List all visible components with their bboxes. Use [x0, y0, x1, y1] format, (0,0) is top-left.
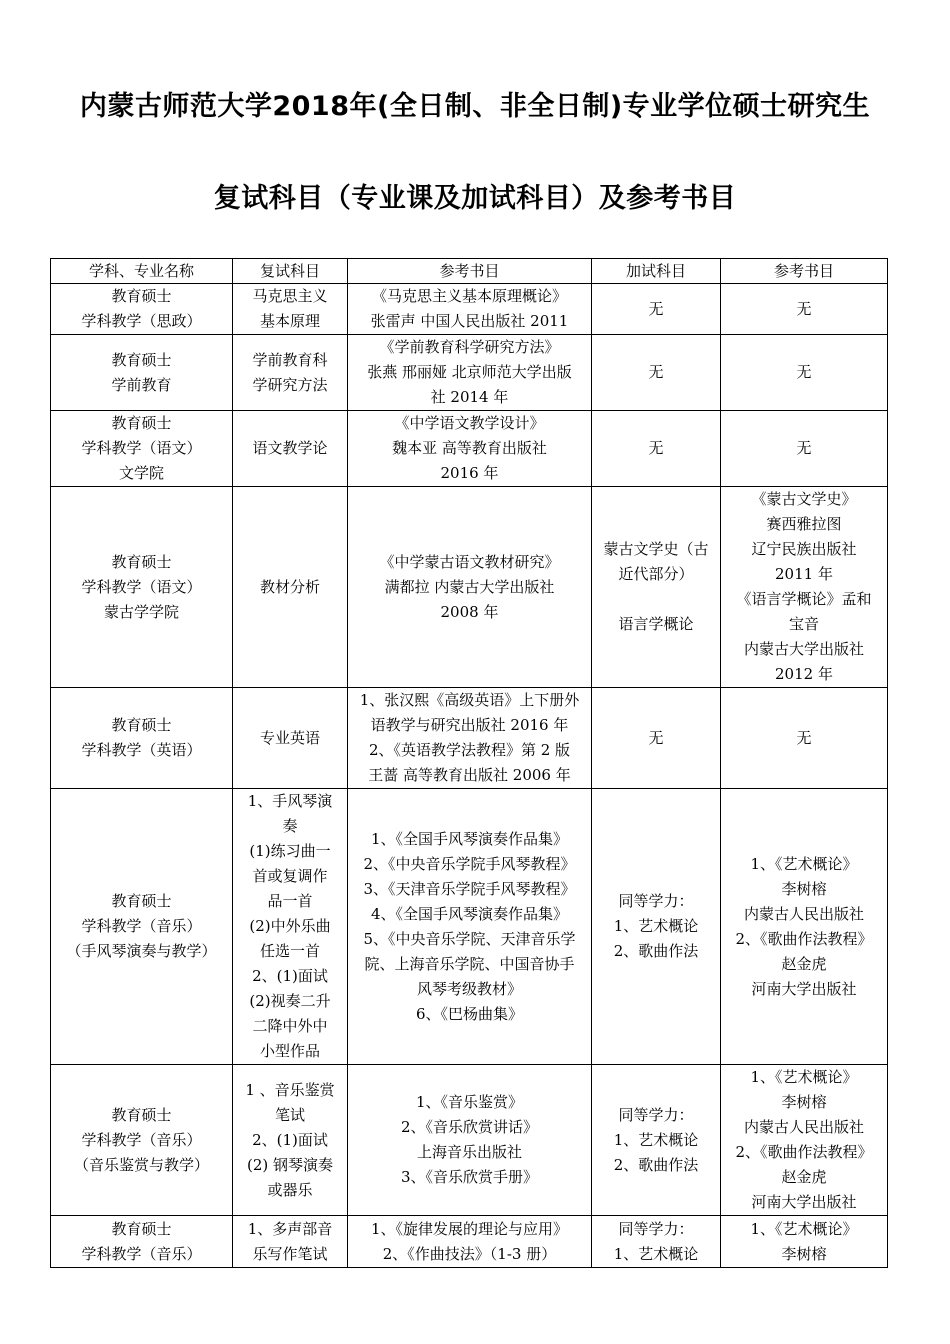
cell-major — [51, 487, 233, 688]
cell-line: 学前教育科 — [252, 350, 328, 369]
cell-line: 3、《音乐欣赏手册》 — [400, 1168, 539, 1186]
cell-line: 4、《全国手风琴演奏作品集》 — [370, 904, 569, 923]
cell-line: 无 — [648, 728, 664, 747]
cell-major — [51, 1065, 233, 1216]
cell-line: 教育硕士 — [111, 892, 172, 910]
cell-major — [51, 284, 233, 335]
cell-line: 学科教学（英语） — [81, 741, 202, 759]
cell-line: 教育硕士 — [111, 716, 172, 734]
cell-line: (2)中外乐曲 — [249, 917, 331, 935]
cell-line: 1、艺术概论 — [613, 1244, 699, 1263]
cell-line: 社 2014 年 — [430, 388, 509, 406]
table-row — [51, 688, 888, 789]
cell-extra-books — [721, 1216, 888, 1268]
cell-line: 2、(1)面试 — [252, 1130, 328, 1149]
cell-line: 二降中外中 — [252, 1017, 328, 1035]
cell-line: 2、歌曲作法 — [613, 1155, 699, 1174]
cell-line: 6、《巴杨曲集》 — [415, 1004, 524, 1023]
cell-line: 或器乐 — [267, 1180, 313, 1199]
cell-line: 同等学力： — [618, 1219, 694, 1238]
header-major: 学科、专业名称 — [51, 259, 233, 284]
cell-line: 2、《英语教学法教程》第 2 版 — [368, 741, 571, 759]
cell-line: 语文教学论 — [252, 439, 328, 457]
cell-subject — [233, 411, 348, 487]
exam-subjects-table — [50, 258, 888, 1268]
cell-line: 1、手风琴演 — [247, 792, 333, 810]
cell-extra-books — [721, 688, 888, 789]
cell-extra-books — [721, 335, 888, 411]
cell-subject — [233, 1065, 348, 1216]
cell-line: 学科教学（音乐） — [81, 917, 202, 935]
cell-major — [51, 335, 233, 411]
cell-line: 学科教学（语文） — [81, 439, 202, 457]
cell-line: 赵金虎 — [781, 954, 827, 973]
cell-line: 学科教学（音乐） — [81, 1130, 202, 1149]
cell-books — [348, 789, 592, 1065]
cell-extra — [592, 1216, 721, 1268]
cell-extra — [592, 1065, 721, 1216]
cell-line: 《语言学概论》孟和 — [736, 590, 872, 608]
table-row — [51, 411, 888, 487]
cell-books — [348, 411, 592, 487]
cell-line: 满都拉 内蒙古大学出版社 — [384, 577, 555, 596]
cell-line: 无 — [648, 299, 664, 318]
cell-line: 基本原理 — [259, 312, 320, 330]
cell-line: 教材分析 — [259, 577, 320, 596]
cell-line: 学研究方法 — [252, 375, 328, 394]
cell-line: 河南大学出版社 — [751, 979, 857, 998]
cell-line: 2、《歌曲作法教程》 — [735, 929, 873, 948]
cell-line: 风琴考级教材》 — [416, 979, 522, 998]
cell-line: 宝音 — [788, 615, 819, 633]
cell-line: 同等学力： — [618, 1105, 694, 1124]
cell-line: （手风琴演奏与教学） — [66, 942, 217, 960]
cell-line: 2008 年 — [440, 602, 499, 621]
cell-line: 马克思主义 — [252, 287, 328, 305]
cell-line: 蒙古文学史（古 — [603, 540, 709, 558]
cell-line: 2、《歌曲作法教程》 — [735, 1143, 873, 1161]
cell-extra — [592, 335, 721, 411]
cell-line: 学科教学（思政） — [81, 312, 202, 330]
cell-books — [348, 688, 592, 789]
header-subject: 复试科目 — [233, 259, 348, 284]
cell-line: 教育硕士 — [111, 414, 172, 432]
cell-line: 院、上海音乐学院、中国音协手 — [364, 954, 575, 973]
cell-line: 小型作品 — [259, 1042, 320, 1060]
cell-line: 李树榕 — [781, 1093, 827, 1111]
cell-extra-books — [721, 411, 888, 487]
cell-major — [51, 688, 233, 789]
cell-line: 1、《音乐鉴赏》 — [415, 1093, 524, 1111]
cell-line: 3、《天津音乐学院手风琴教程》 — [363, 879, 576, 898]
cell-line: 近代部分） — [618, 565, 694, 583]
cell-line: 内蒙古人民出版社 — [743, 904, 864, 923]
cell-major — [51, 411, 233, 487]
header-extra-subject: 加试科目 — [592, 259, 721, 284]
cell-line: (2) 钢琴演奏 — [246, 1155, 334, 1174]
document-title-line-1: 内蒙古师范大学2018年(全日制、非全日制)专业学位硕士研究生 — [79, 91, 871, 122]
cell-line: 1、张汉熙《高级英语》上下册外 — [359, 691, 580, 709]
cell-line: 教育硕士 — [111, 1105, 172, 1124]
cell-line: 1 、音乐鉴赏 — [245, 1080, 335, 1099]
cell-line: 无 — [648, 363, 664, 381]
header-books: 参考书目 — [348, 259, 592, 284]
cell-line: 无 — [648, 439, 664, 457]
cell-major — [51, 1216, 233, 1268]
table-row — [51, 1216, 888, 1268]
cell-books — [348, 487, 592, 688]
cell-line: 蒙古学学院 — [103, 602, 179, 621]
cell-line: 学科教学（音乐） — [81, 1244, 202, 1263]
cell-line: 2、《作曲技法》（1-3 册） — [382, 1244, 557, 1263]
cell-extra-books — [721, 284, 888, 335]
table-row — [51, 1065, 888, 1216]
cell-books — [348, 1216, 592, 1268]
table-row — [51, 335, 888, 411]
cell-line: 王蔷 高等教育出版社 2006 年 — [368, 766, 571, 784]
cell-line: 1、多声部音 — [247, 1219, 333, 1238]
cell-line: 无 — [796, 439, 812, 457]
cell-line: 辽宁民族出版社 — [751, 540, 857, 558]
cell-subject — [233, 688, 348, 789]
cell-line: 5、《中央音乐学院、天津音乐学 — [363, 929, 576, 948]
cell-line: (2)视奏二升 — [249, 992, 331, 1010]
cell-line: 教育硕士 — [111, 1219, 172, 1238]
cell-line: 李树榕 — [781, 1244, 827, 1263]
cell-line: 无 — [796, 728, 812, 747]
cell-subject — [233, 487, 348, 688]
cell-extra — [592, 411, 721, 487]
cell-extra — [592, 284, 721, 335]
table-body — [51, 284, 888, 1268]
cell-subject — [233, 1216, 348, 1268]
cell-line: 1、《旋律发展的理论与应用》 — [370, 1219, 569, 1238]
cell-line: 1、《艺术概论》 — [750, 1068, 858, 1086]
cell-line: 乐写作笔试 — [252, 1244, 328, 1263]
cell-line: 《学前教育科学研究方法》 — [379, 338, 560, 356]
cell-line: 品一首 — [267, 892, 313, 910]
cell-subject — [233, 789, 348, 1065]
table-row — [51, 789, 888, 1065]
cell-line: 上海音乐出版社 — [416, 1143, 522, 1161]
cell-books — [348, 1065, 592, 1216]
cell-line: 无 — [796, 299, 812, 318]
cell-line — [594, 587, 718, 612]
cell-line: 教育硕士 — [111, 350, 172, 369]
cell-line: 1、艺术概论 — [613, 1130, 699, 1149]
cell-line: 《中学语文教学设计》 — [394, 414, 545, 432]
cell-books — [348, 284, 592, 335]
cell-extra-books — [721, 487, 888, 688]
cell-line: 学前教育 — [111, 375, 172, 394]
cell-line: 张燕 邢丽娅 北京师范大学出版 — [367, 363, 572, 381]
cell-line: 语言学概论 — [618, 615, 694, 633]
cell-line: 魏本亚 高等教育出版社 — [392, 439, 547, 457]
cell-line: （音乐鉴赏与教学） — [73, 1155, 209, 1174]
cell-line: 1、《全国手风琴演奏作品集》 — [370, 829, 569, 848]
cell-line: 赛西雅拉图 — [766, 515, 842, 533]
cell-line: 2、(1)面试 — [252, 967, 328, 985]
cell-line: 无 — [796, 363, 812, 381]
cell-extra-books — [721, 789, 888, 1065]
cell-extra — [592, 688, 721, 789]
cell-line: (1)练习曲一 — [249, 842, 331, 860]
cell-line: 笔试 — [274, 1105, 305, 1124]
table-header-row — [51, 259, 888, 284]
cell-line: 内蒙古人民出版社 — [743, 1118, 864, 1136]
cell-line: 张雷声 中国人民出版社 2011 — [370, 312, 569, 330]
document-title-line-2: 复试科目（专业课及加试科目）及参考书目 — [213, 183, 737, 214]
cell-subject — [233, 335, 348, 411]
cell-line: 1、艺术概论 — [613, 917, 699, 935]
cell-line: 奏 — [282, 817, 298, 835]
cell-major — [51, 789, 233, 1065]
cell-line: 《蒙古文学史》 — [751, 490, 857, 508]
header-extra-books: 参考书目 — [721, 259, 888, 284]
cell-line: 学科教学（语文） — [81, 577, 202, 596]
cell-extra — [592, 789, 721, 1065]
cell-line: 文学院 — [118, 464, 164, 482]
cell-line: 教育硕士 — [111, 287, 172, 305]
cell-line: 同等学力： — [618, 892, 694, 910]
cell-line: 语教学与研究出版社 2016 年 — [370, 716, 569, 734]
cell-books — [348, 335, 592, 411]
cell-line: 2012 年 — [775, 665, 833, 683]
cell-line: 河南大学出版社 — [751, 1193, 857, 1211]
cell-line: 教育硕士 — [111, 552, 172, 571]
cell-line: 2、《中央音乐学院手风琴教程》 — [363, 854, 576, 873]
cell-line: 专业英语 — [259, 728, 320, 747]
cell-line: 1、《艺术概论》 — [750, 1219, 858, 1238]
cell-extra-books — [721, 1065, 888, 1216]
cell-line: 1、《艺术概论》 — [750, 854, 858, 873]
cell-line: 2016 年 — [440, 464, 499, 482]
cell-line: 《马克思主义基本原理概论》 — [371, 287, 567, 305]
cell-line: 《中学蒙古语文教材研究》 — [379, 552, 560, 571]
cell-line: 内蒙古大学出版社 — [743, 640, 864, 658]
cell-line: 2、歌曲作法 — [613, 942, 699, 960]
table-row — [51, 487, 888, 688]
cell-subject — [233, 284, 348, 335]
cell-line: 任选一首 — [259, 942, 320, 960]
cell-line: 2、《音乐欣赏讲话》 — [400, 1118, 539, 1136]
table-row — [51, 284, 888, 335]
cell-line: 2011 年 — [775, 565, 833, 583]
cell-line: 赵金虎 — [781, 1168, 827, 1186]
cell-line: 李树榕 — [781, 879, 827, 898]
cell-line: 首或复调作 — [252, 867, 328, 885]
cell-extra — [592, 487, 721, 688]
